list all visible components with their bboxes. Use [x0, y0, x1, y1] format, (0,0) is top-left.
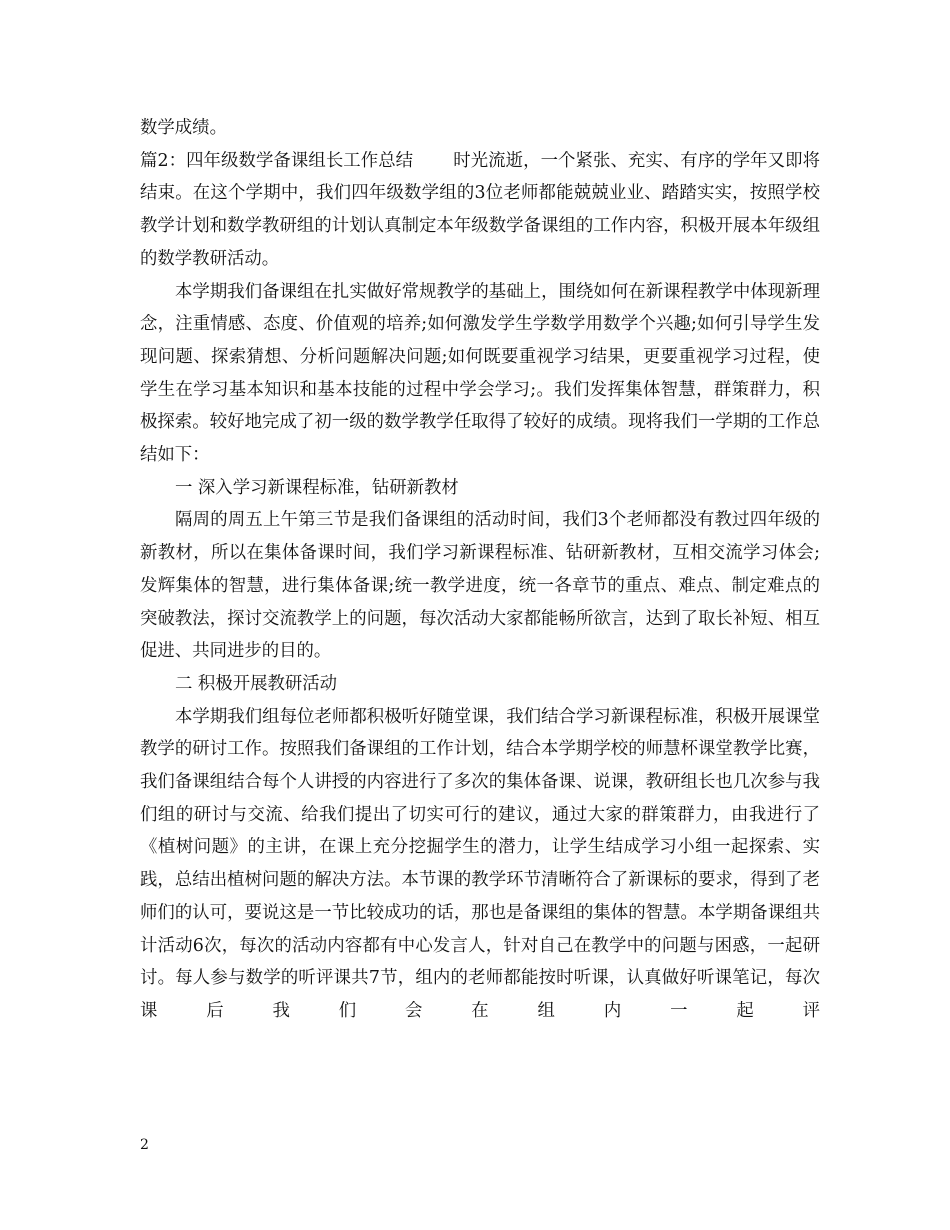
article-title: 篇2：四年级数学备课组长工作总结 — [140, 150, 414, 171]
document-body — [140, 112, 820, 1028]
article-intro-text: 时光流逝，一个紧张、充实、有序的学年又即将结束。在这个学期中，我们四年级数学组的3位老师都能兢兢业业、踏踏实实，按照学校教学计划和数学教研组的计划认真制定本年级数学备课组的工作内容，积极开展本年级组的数学教研活动。 — [140, 150, 820, 269]
paragraph-continuation: 数学成绩。 — [140, 118, 227, 138]
section-heading-1: 一 深入学习新课程标准，钻研新教材 — [175, 477, 459, 498]
paragraph-semester-overview: 本学期我们备课组在扎实做好常规教学的基础上，围绕如何在新课程教学中体现新理念，注重情感、态度、价值观的培养;如何激发学生学数学用数学个兴趣;如何引导学生发现问题、探索猜想、分析问题解决问题;如何既要重视学习结果，更要重视学习过程，使学生在学习基本知识和基本技能的过程中学会学习;。我们发挥集体智慧，群策群力，积极探索。较好地完成了初一级的数学教学任取得了较好的成绩。现将我们一学期的工作总结如下： — [140, 281, 820, 466]
section-heading-2: 二 积极开展教研活动 — [175, 673, 338, 694]
page-number: 2 — [140, 1137, 149, 1153]
paragraph-research-activities: 本学期我们组每位老师都积极听好随堂课，我们结合学习新课程标准，积极开展课堂教学的研讨工作。按照我们备课组的工作计划，结合本学期学校的师慧杯课堂教学比赛，我们备课组结合每个人讲授的内容进行了多次的集体备课、说课，教研组长也几次参与我们组的研讨与交流、给我们提出了切实可行的建议，通过大家的群策群力，由我进行了《植树问题》的主讲，在课上充分挖掘学生的潜力，让学生结成学习小组一起探索、实践，总结出植树问题的解决方法。本节课的教学环节清晰符合了新课标的要求，得到了老师们的认可，要说这是一节比较成功的话，那也是备课组的集体的智慧。本学期备课组共计活动6次，每次的活动内容都有中心发言人，针对自己在教学中的问题与困惑，一起研讨。每人参与数学的听评课共7节，组内的老师都能按时听课，认真做好听课笔记，每次课后我们会在组内一起评 — [140, 706, 820, 1021]
paragraph-article-intro — [140, 145, 820, 276]
paragraph-collective-prep: 隔周的周五上午第三节是我们备课组的活动时间，我们3个老师都没有教过四年级的新教材，所以在集体备课时间，我们学习新课程标准、钻研新教材，互相交流学习体会;发辉集体的智慧，进行集体备课;统一教学进度，统一各章节的重点、难点、制定难点的突破教法，探讨交流教学上的问题，每次活动大家都能畅所欲言，达到了取长补短、相互促进、共同进步的目的。 — [140, 510, 820, 662]
